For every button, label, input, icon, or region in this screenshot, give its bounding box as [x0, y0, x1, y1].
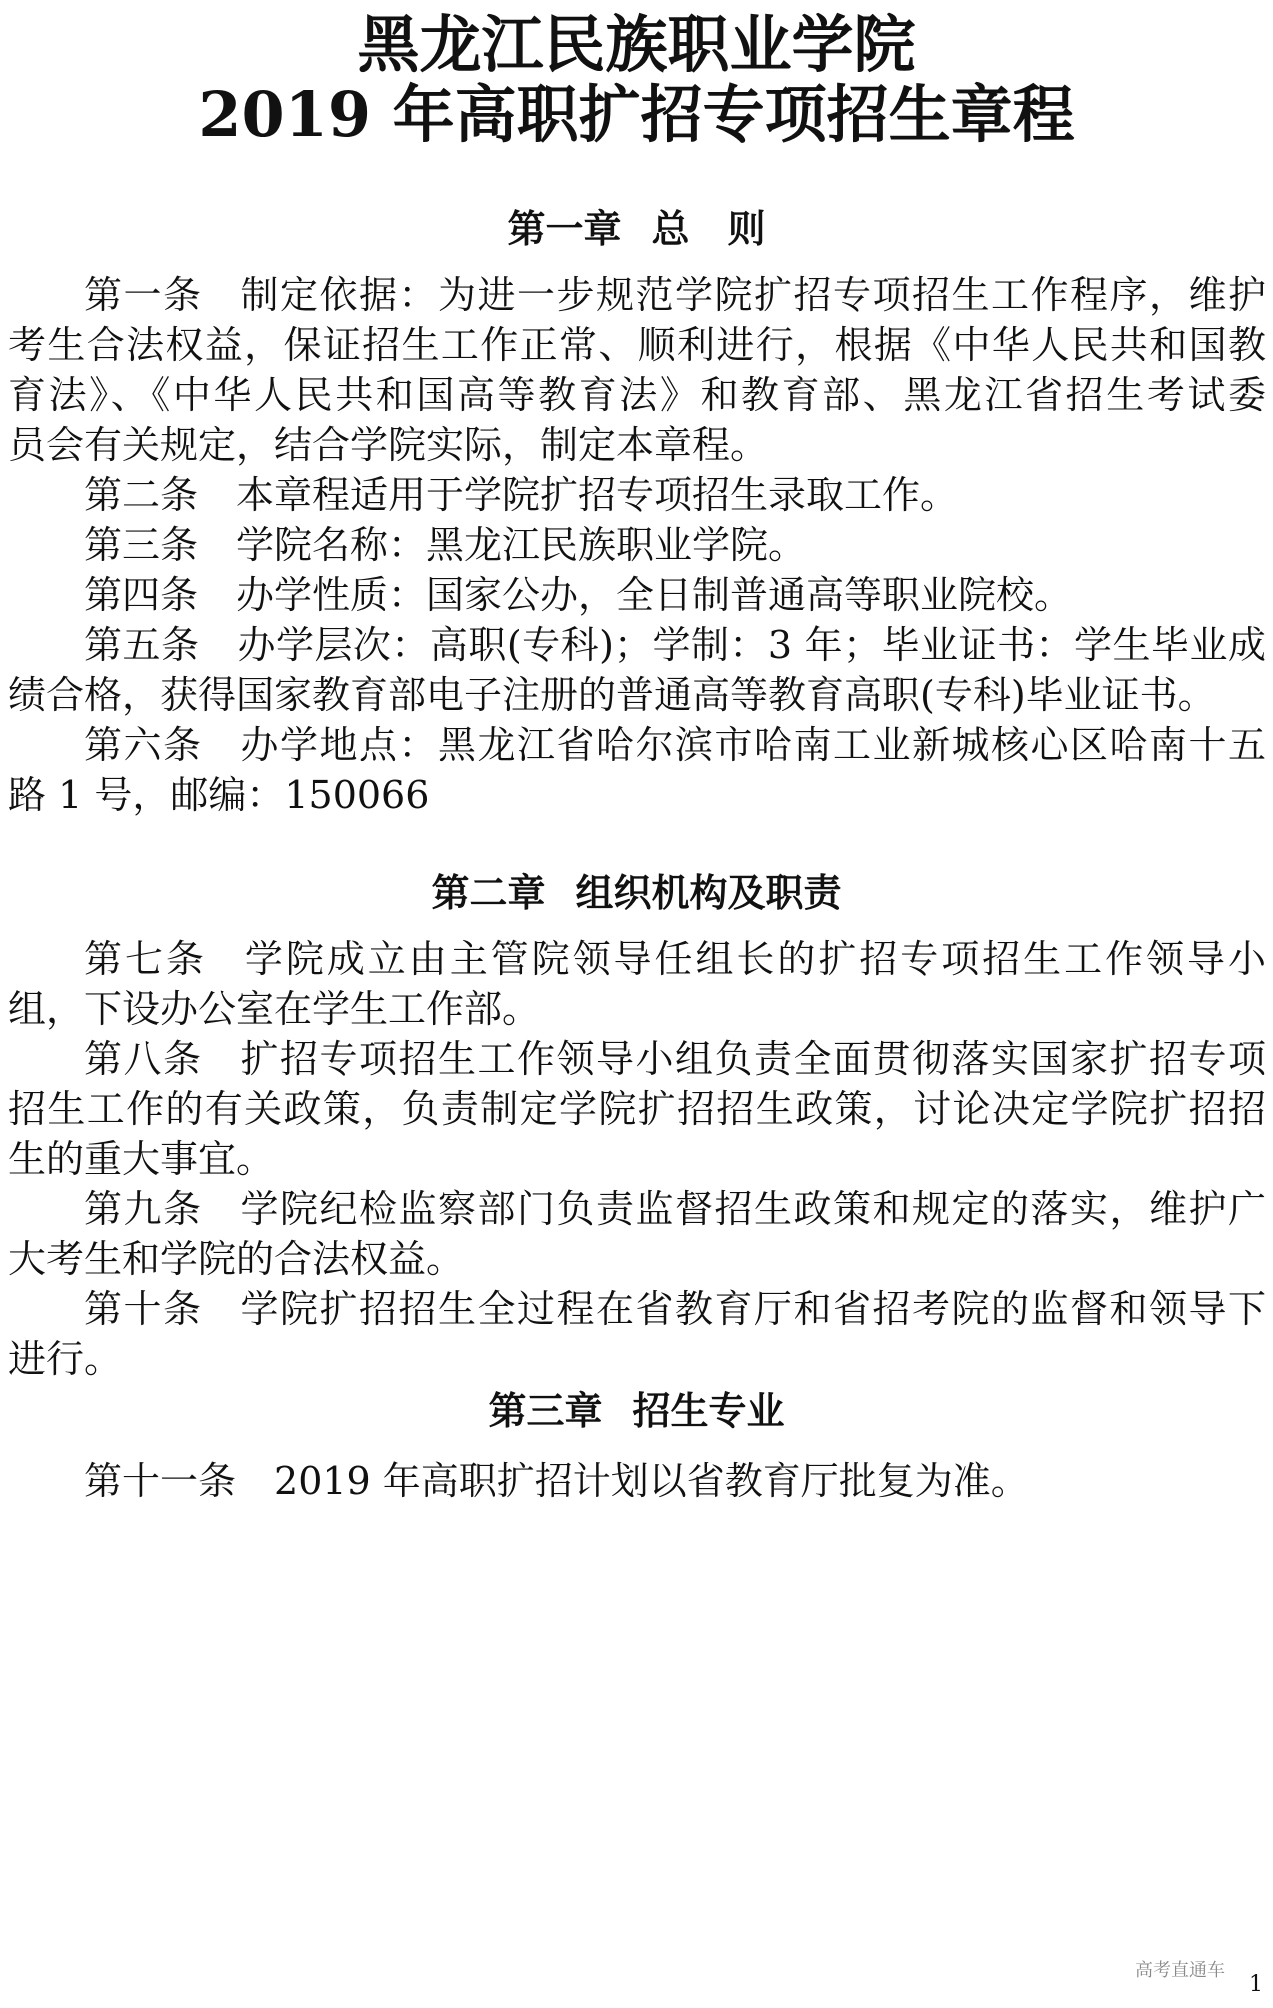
chapter-number: 第二章 [431, 871, 546, 915]
page-number: 1 [1249, 1972, 1263, 1997]
article-label: 第十一条 [84, 1459, 237, 1503]
article-1-line-3: 育法》、《中华人民共和国高等教育法》和教育部、黑龙江省招生考试委 [8, 373, 1266, 417]
article-label: 第十条 [84, 1287, 203, 1331]
article-4: 第四条 办学性质：国家公办，全日制普通高等职业院校。 [84, 573, 1073, 617]
chapter-2-heading [0, 871, 1273, 915]
article-8-line-2: 招生工作的有关政策，负责制定学院扩招招生政策，讨论决定学院扩招招 [8, 1087, 1266, 1131]
article-6-line-2: 路 1 号，邮编：150066 [8, 773, 430, 817]
chapter-name: 总 则 [651, 207, 766, 251]
article-label: 第一条 [84, 273, 203, 317]
chapter-number: 第一章 [507, 207, 622, 251]
article-8-line-1: 第八条 扩招专项招生工作领导小组负责全面贯彻落实国家扩招专项 [84, 1037, 1266, 1081]
article-label: 第二条 [84, 473, 199, 517]
article-10-line-2: 进行。 [8, 1337, 123, 1381]
article-11: 第十一条 2019 年高职扩招计划以省教育厅批复为准。 [84, 1459, 1029, 1503]
article-10-line-1: 第十条 学院扩招招生全过程在省教育厅和省招考院的监督和领导下 [84, 1287, 1266, 1331]
article-5-line-2: 绩合格，获得国家教育部电子注册的普通高等教育高职(专科)毕业证书。 [8, 673, 1216, 717]
article-label: 第八条 [84, 1037, 203, 1081]
article-1-line-2: 考生合法权益，保证招生工作正常、顺利进行，根据《中华人民共和国教 [8, 323, 1266, 367]
chapter-number: 第三章 [488, 1389, 603, 1433]
article-2: 第二条 本章程适用于学院扩招专项招生录取工作。 [84, 473, 959, 517]
article-9-line-2: 大考生和学院的合法权益。 [8, 1237, 465, 1281]
article-label: 第九条 [84, 1187, 203, 1231]
watermark-text: 高考直通车 [1135, 1960, 1225, 1981]
article-label: 第四条 [84, 573, 199, 617]
document-title-line-1: 黑龙江民族职业学院 [357, 8, 916, 81]
article-label: 第五条 [84, 623, 200, 667]
chapter-name: 招生专业 [632, 1389, 785, 1433]
article-7-line-2: 组，下设办公室在学生工作部。 [8, 987, 541, 1031]
article-5-line-1: 第五条 办学层次：高职(专科)；学制：3 年；毕业证书：学生毕业成 [84, 623, 1266, 667]
chapter-3-heading [0, 1389, 1273, 1433]
article-label: 第三条 [84, 523, 199, 567]
article-1-line-1: 第一条 制定依据：为进一步规范学院扩招专项招生工作程序，维护 [84, 273, 1266, 317]
article-label: 第七条 [84, 937, 207, 981]
chapter-name: 组织机构及职责 [575, 871, 842, 915]
article-label: 第六条 [84, 723, 203, 767]
article-9-line-1: 第九条 学院纪检监察部门负责监督招生政策和规定的落实，维护广 [84, 1187, 1266, 1231]
article-6-line-1: 第六条 办学地点：黑龙江省哈尔滨市哈南工业新城核心区哈南十五 [84, 723, 1266, 767]
article-8-line-3: 生的重大事宜。 [8, 1137, 275, 1181]
article-7-line-1: 第七条 学院成立由主管院领导任组长的扩招专项招生工作领导小 [84, 937, 1266, 981]
document-title-line-2: 2019 年高职扩招专项招生章程 [198, 78, 1075, 151]
chapter-1-heading [0, 207, 1273, 251]
article-3: 第三条 学院名称：黑龙江民族职业学院。 [84, 523, 807, 567]
article-1-line-4: 员会有关规定，结合学院实际，制定本章程。 [8, 423, 769, 467]
